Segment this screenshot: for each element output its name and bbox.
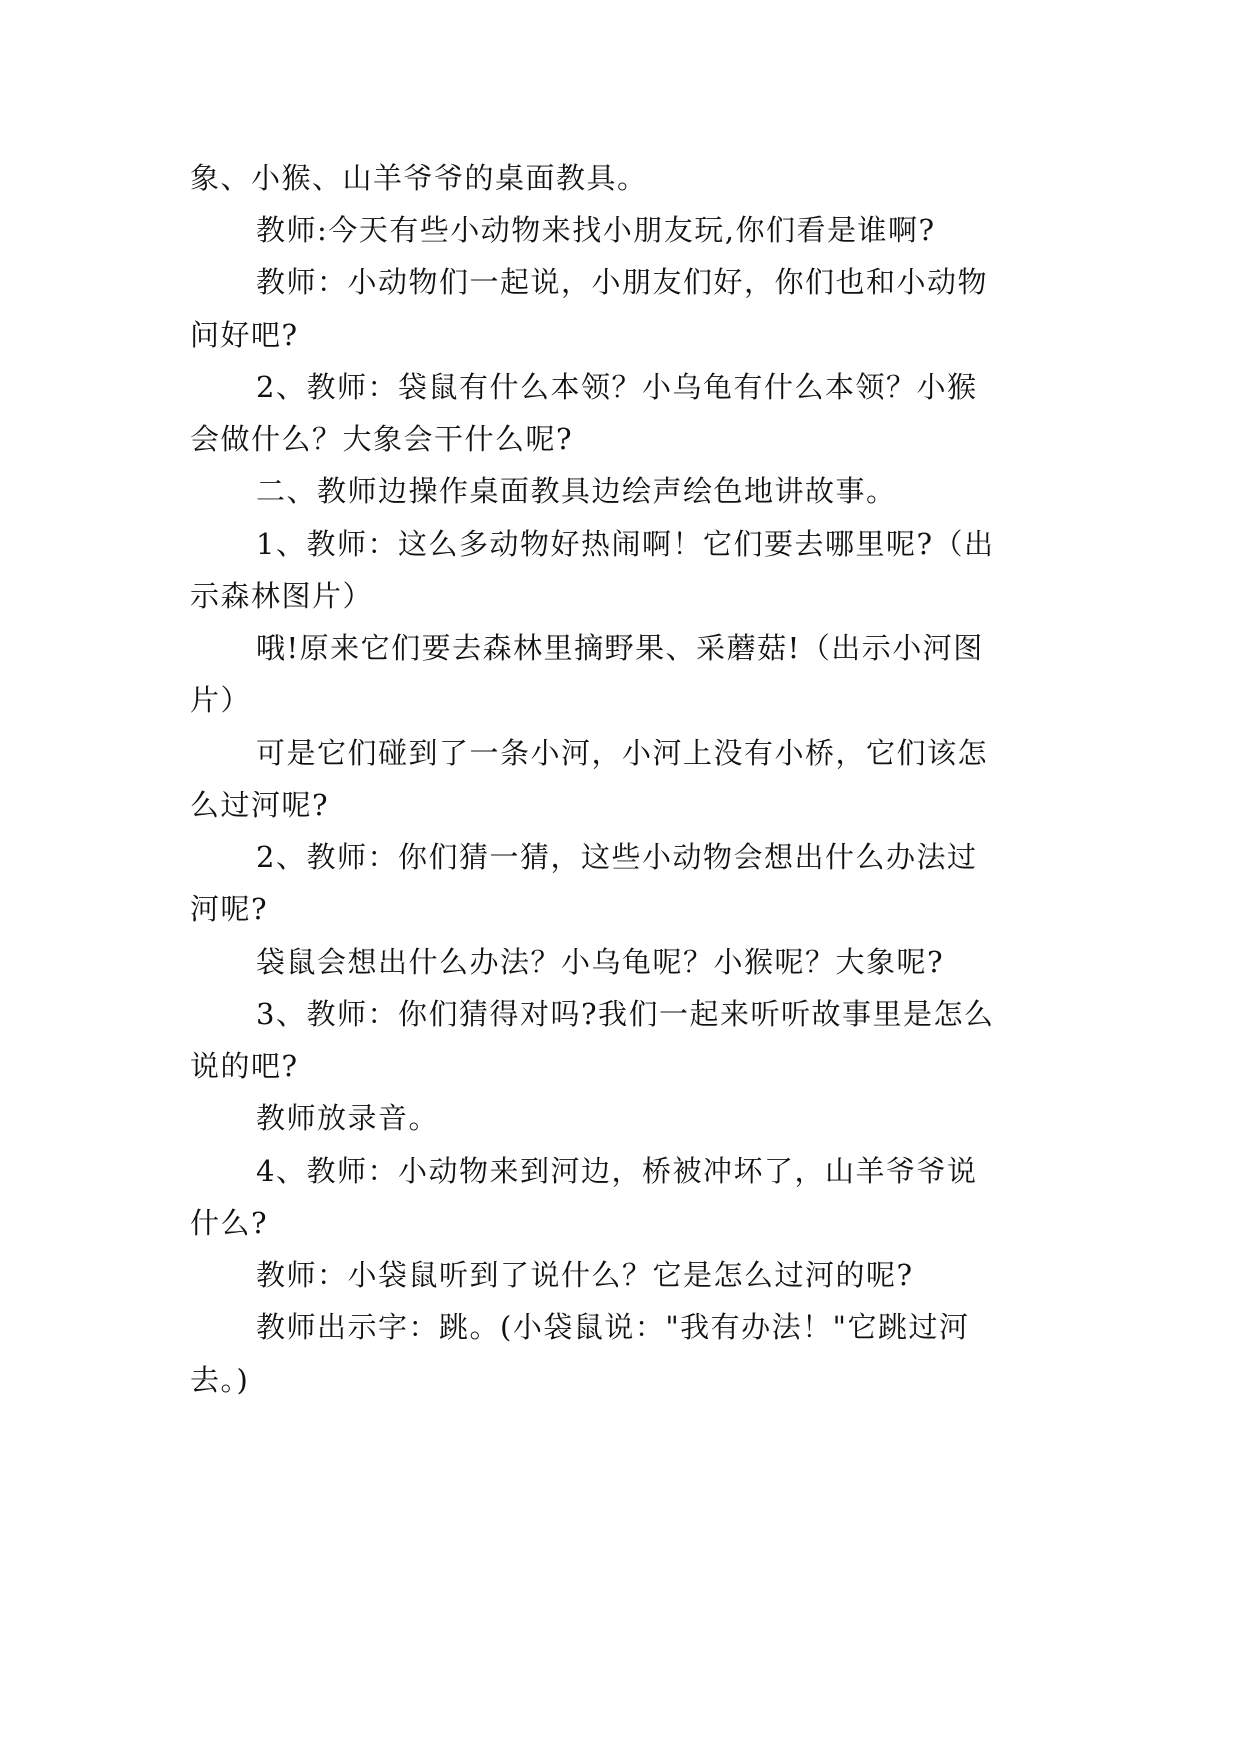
text-line: 示森林图片） xyxy=(190,579,374,613)
text-line: 袋鼠会想出什么办法？小乌龟呢？小猴呢？大象呢? xyxy=(256,945,945,979)
text-line: 可是它们碰到了一条小河，小河上没有小桥，它们该怎 xyxy=(256,736,989,770)
text-line: 二、教师边操作桌面教具边绘声绘色地讲故事。 xyxy=(256,474,897,508)
text-line: 片） xyxy=(190,683,252,717)
text-line: 教师出示字：跳。(小袋鼠说："我有办法！"它跳过河 xyxy=(256,1310,970,1344)
text-line: 河呢? xyxy=(190,892,269,926)
text-line: 问好吧? xyxy=(190,318,299,352)
text-line: 3、教师：你们猜得对吗?我们一起来听听故事里是怎么 xyxy=(256,997,995,1031)
text-line: 4、教师：小动物来到河边，桥被冲坏了，山羊爷爷说 xyxy=(256,1154,978,1188)
text-line: 象、小猴、山羊爷爷的桌面教具。 xyxy=(190,161,648,195)
text-line: 教师:今天有些小动物来找小朋友玩,你们看是谁啊? xyxy=(256,213,936,247)
text-line: 说的吧? xyxy=(190,1049,299,1083)
text-line: 教师：小动物们一起说，小朋友们好，你们也和小动物 xyxy=(256,265,989,299)
text-line: 教师放录音。 xyxy=(256,1101,440,1135)
text-line: 教师：小袋鼠听到了说什么？它是怎么过河的呢? xyxy=(256,1258,914,1292)
text-line: 什么? xyxy=(190,1206,269,1240)
text-line: 么过河呢? xyxy=(190,788,330,822)
text-line: 2、教师：袋鼠有什么本领？小乌龟有什么本领？小猴 xyxy=(256,370,978,404)
text-line: 会做什么？大象会干什么呢? xyxy=(190,422,574,456)
text-line: 1、教师：这么多动物好热闹啊！它们要去哪里呢?（出 xyxy=(256,527,995,561)
text-line: 去。) xyxy=(190,1363,250,1397)
text-line: 2、教师：你们猜一猜，这些小动物会想出什么办法过 xyxy=(256,840,978,874)
text-line: 哦!原来它们要去森林里摘野果、采蘑菇!（出示小河图 xyxy=(256,631,984,665)
